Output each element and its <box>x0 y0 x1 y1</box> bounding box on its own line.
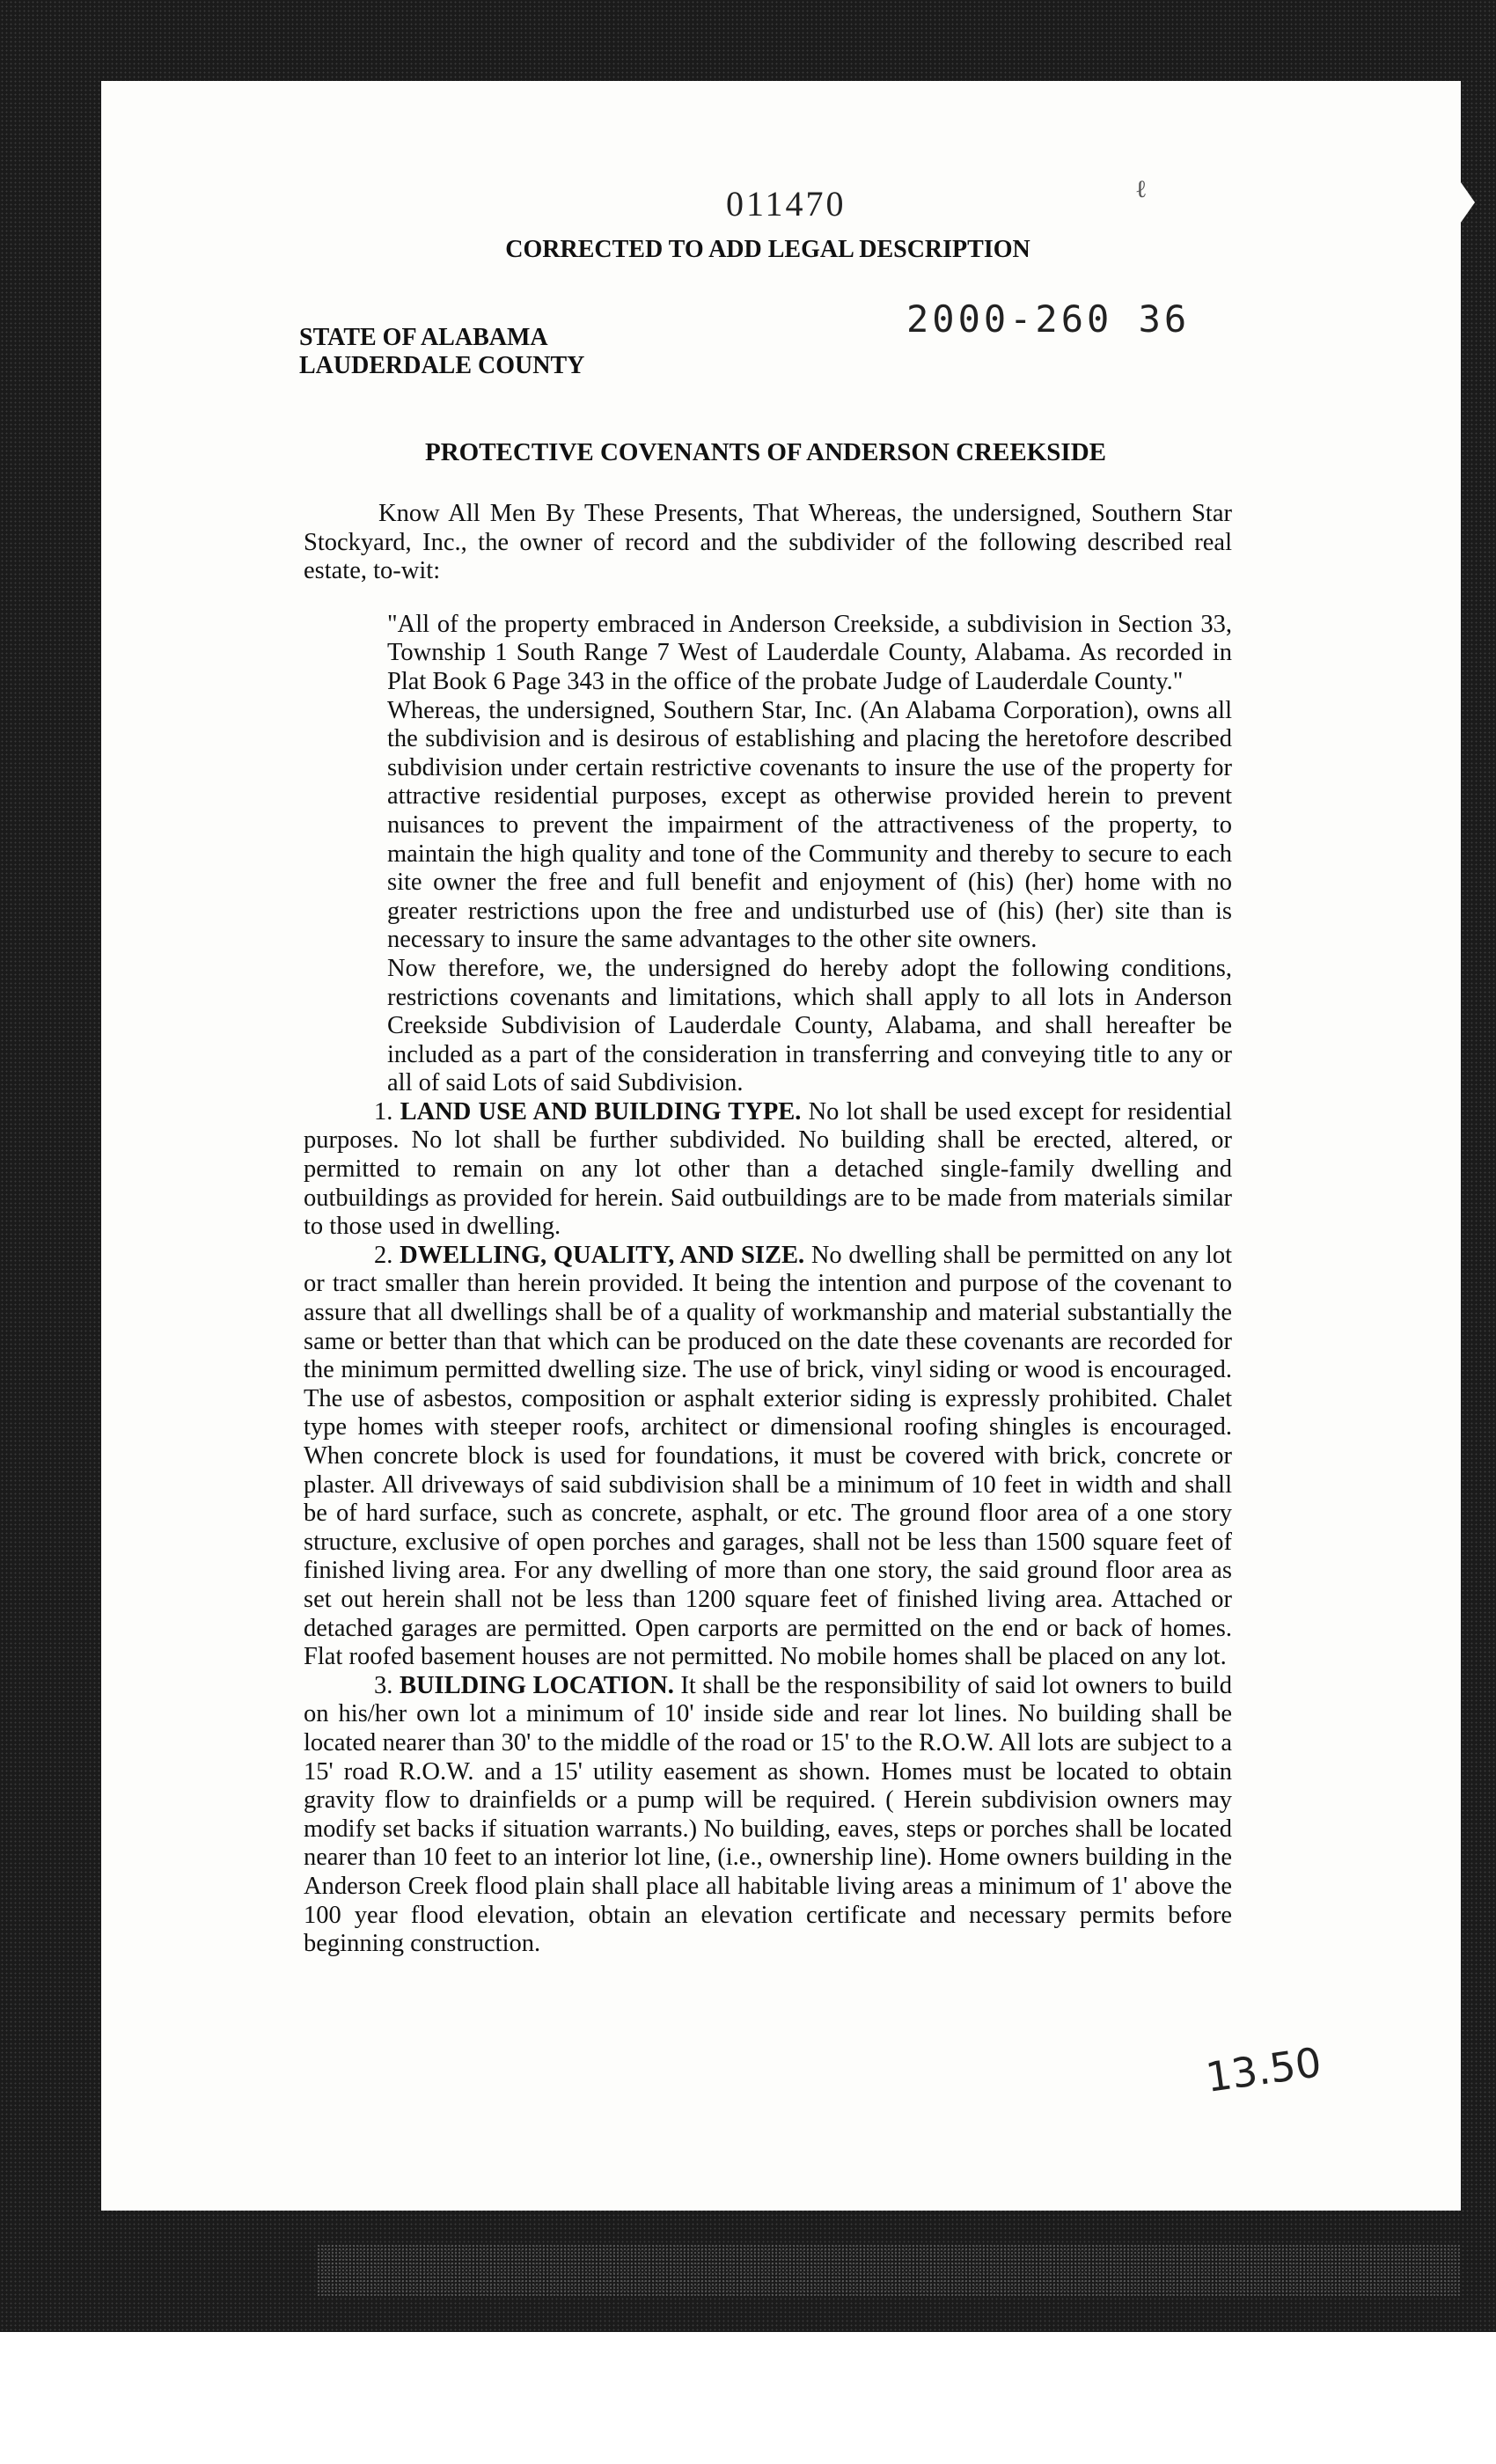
instrument-number-stamp: 2000-260 36 <box>906 297 1191 341</box>
document-number: 011470 <box>726 184 847 224</box>
sheet-edge-notch <box>1450 167 1475 238</box>
section-text: It shall be the responsibility of said lot owners to build on his/her own lot a minimum of 10' inside side and rear lot lines. No building shall be located nearer than 30' to the middle of the road or 15' to the R.O.W. All lots are subject to a 15' road R.O.W. and a 15' utility easement as shown. Homes must be located to obtain gravity flow to drainfields or a pump will be required. ( Herein subdivision owners may modify set backs if situation warrants.) No building, eaves, steps or porches shall be located nearer than 10 feet to an interior lot line, (i.e., ownership line). Home owners building in the Anderson Creek flood plain shall place all habitable living areas a minimum of 1' above the 100 year flood elevation, obtain an elevation certificate and necessary permits before beginning construction. <box>304 1671 1233 1958</box>
page-bottom-margin <box>0 2332 1496 2464</box>
document-body <box>304 500 1232 1959</box>
section-text: No lot shall be used except for residential purposes. No lot shall be further subdivided. No building shall be erected, altered, or permitted to remain on any lot other than a detached single-family dwelling and outbuildings as provided for herein. Said outbuildings are to be made from materials similar to those used in dwelling. <box>304 1097 1233 1241</box>
intro-paragraph: Know All Men By These Presents, That Whereas, the undersigned, Southern Star Stockyard, Inc., the owner of record and the subdivider of the following described real estate, to-wit: <box>304 500 1232 585</box>
section-heading: DWELLING, QUALITY, AND SIZE. <box>400 1241 805 1269</box>
section-number: 2. <box>374 1241 393 1269</box>
legal-description-paragraph: "All of the property embraced in Anderson Creekside, a subdivision in Section 33, Township 1 South Range 7 West of Lauderdale County, Alabama. As recorded in Plat Book 6 Page 343 in the office of the probate Judge of Lauderdale County." <box>387 610 1232 695</box>
section-text: No dwelling shall be permitted on any lot or tract smaller than herein provided. It being the intention and purpose of the covenant to assure that all dwellings shall be of a quality of workmanship and material substantially the same or better than that which can be produced on the date these covenants are recorded for the minimum permitted dwelling size. The use of brick, vinyl siding or wood is encouraged. The use of asbestos, composition or asphalt exterior siding is expressly prohibited. Chalet type homes with steeper roofs, architect or dimensional roofing shingles is encouraged. When concrete block is used for foundations, it must be covered with brick, concrete or plaster. All driveways of said subdivision shall be a minimum of 10 feet in width and shall be of hard surface, such as concrete, asphalt, or etc. The ground floor area of a one story structure, exclusive of open porches and garages, shall not be less than 1500 square feet of finished living area. For any dwelling of more than one story, the said ground floor area as set out herein shall not be less than 1200 square feet of finished living area. Attached or detached garages are permitted. Open carports are permitted on the end or back of homes. Flat roofed basement houses are not permitted. No mobile homes shall be placed on any lot. <box>304 1241 1233 1671</box>
section-number: 3. <box>374 1671 393 1699</box>
section-2-paragraph <box>304 1242 1232 1672</box>
county-line: LAUDERDALE COUNTY <box>299 352 585 379</box>
section-heading: BUILDING LOCATION. <box>399 1671 674 1699</box>
now-therefore-paragraph: Now therefore, we, the undersigned do hereby adopt the following conditions, restrictions covenants and limitations, which shall apply to all lots in Anderson Creekside Subdivision of Lauderdale County, Alabama, and shall hereafter be included as a part of the consideration in transferring and conveying title to any or all of said Lots of said Subdivision. <box>387 954 1232 1097</box>
section-heading: LAND USE AND BUILDING TYPE. <box>400 1097 802 1126</box>
state-line: STATE OF ALABAMA <box>299 324 548 351</box>
section-1-paragraph <box>304 1098 1232 1242</box>
scan-noise <box>317 2244 1461 2297</box>
corrected-heading: CORRECTED TO ADD LEGAL DESCRIPTION <box>505 236 1030 263</box>
corner-mark: ℓ <box>1135 176 1148 203</box>
section-3-paragraph <box>304 1672 1232 1959</box>
whereas-paragraph: Whereas, the undersigned, Southern Star, Inc. (An Alabama Corporation), owns all the subdivision and is desirous of establishing and placing the heretofore described subdivision under certain restrictive covenants to insure the use of the property for attractive residential purposes, except as otherwise provided herein to prevent nuisances to prevent the impairment of the attractiveness of the property, to maintain the high quality and tone of the Community and thereby to secure to each site owner the free and full benefit and enjoyment of (his) (her) home with no greater restrictions upon the free and undisturbed use of (his) (her) site than is necessary to insure the same advantages to the other site owners. <box>387 696 1232 954</box>
section-number: 1. <box>374 1097 393 1126</box>
handwritten-fee-note: 13.50 <box>1202 2038 1324 2101</box>
document-title: PROTECTIVE COVENANTS OF ANDERSON CREEKSIDE <box>424 438 1106 466</box>
